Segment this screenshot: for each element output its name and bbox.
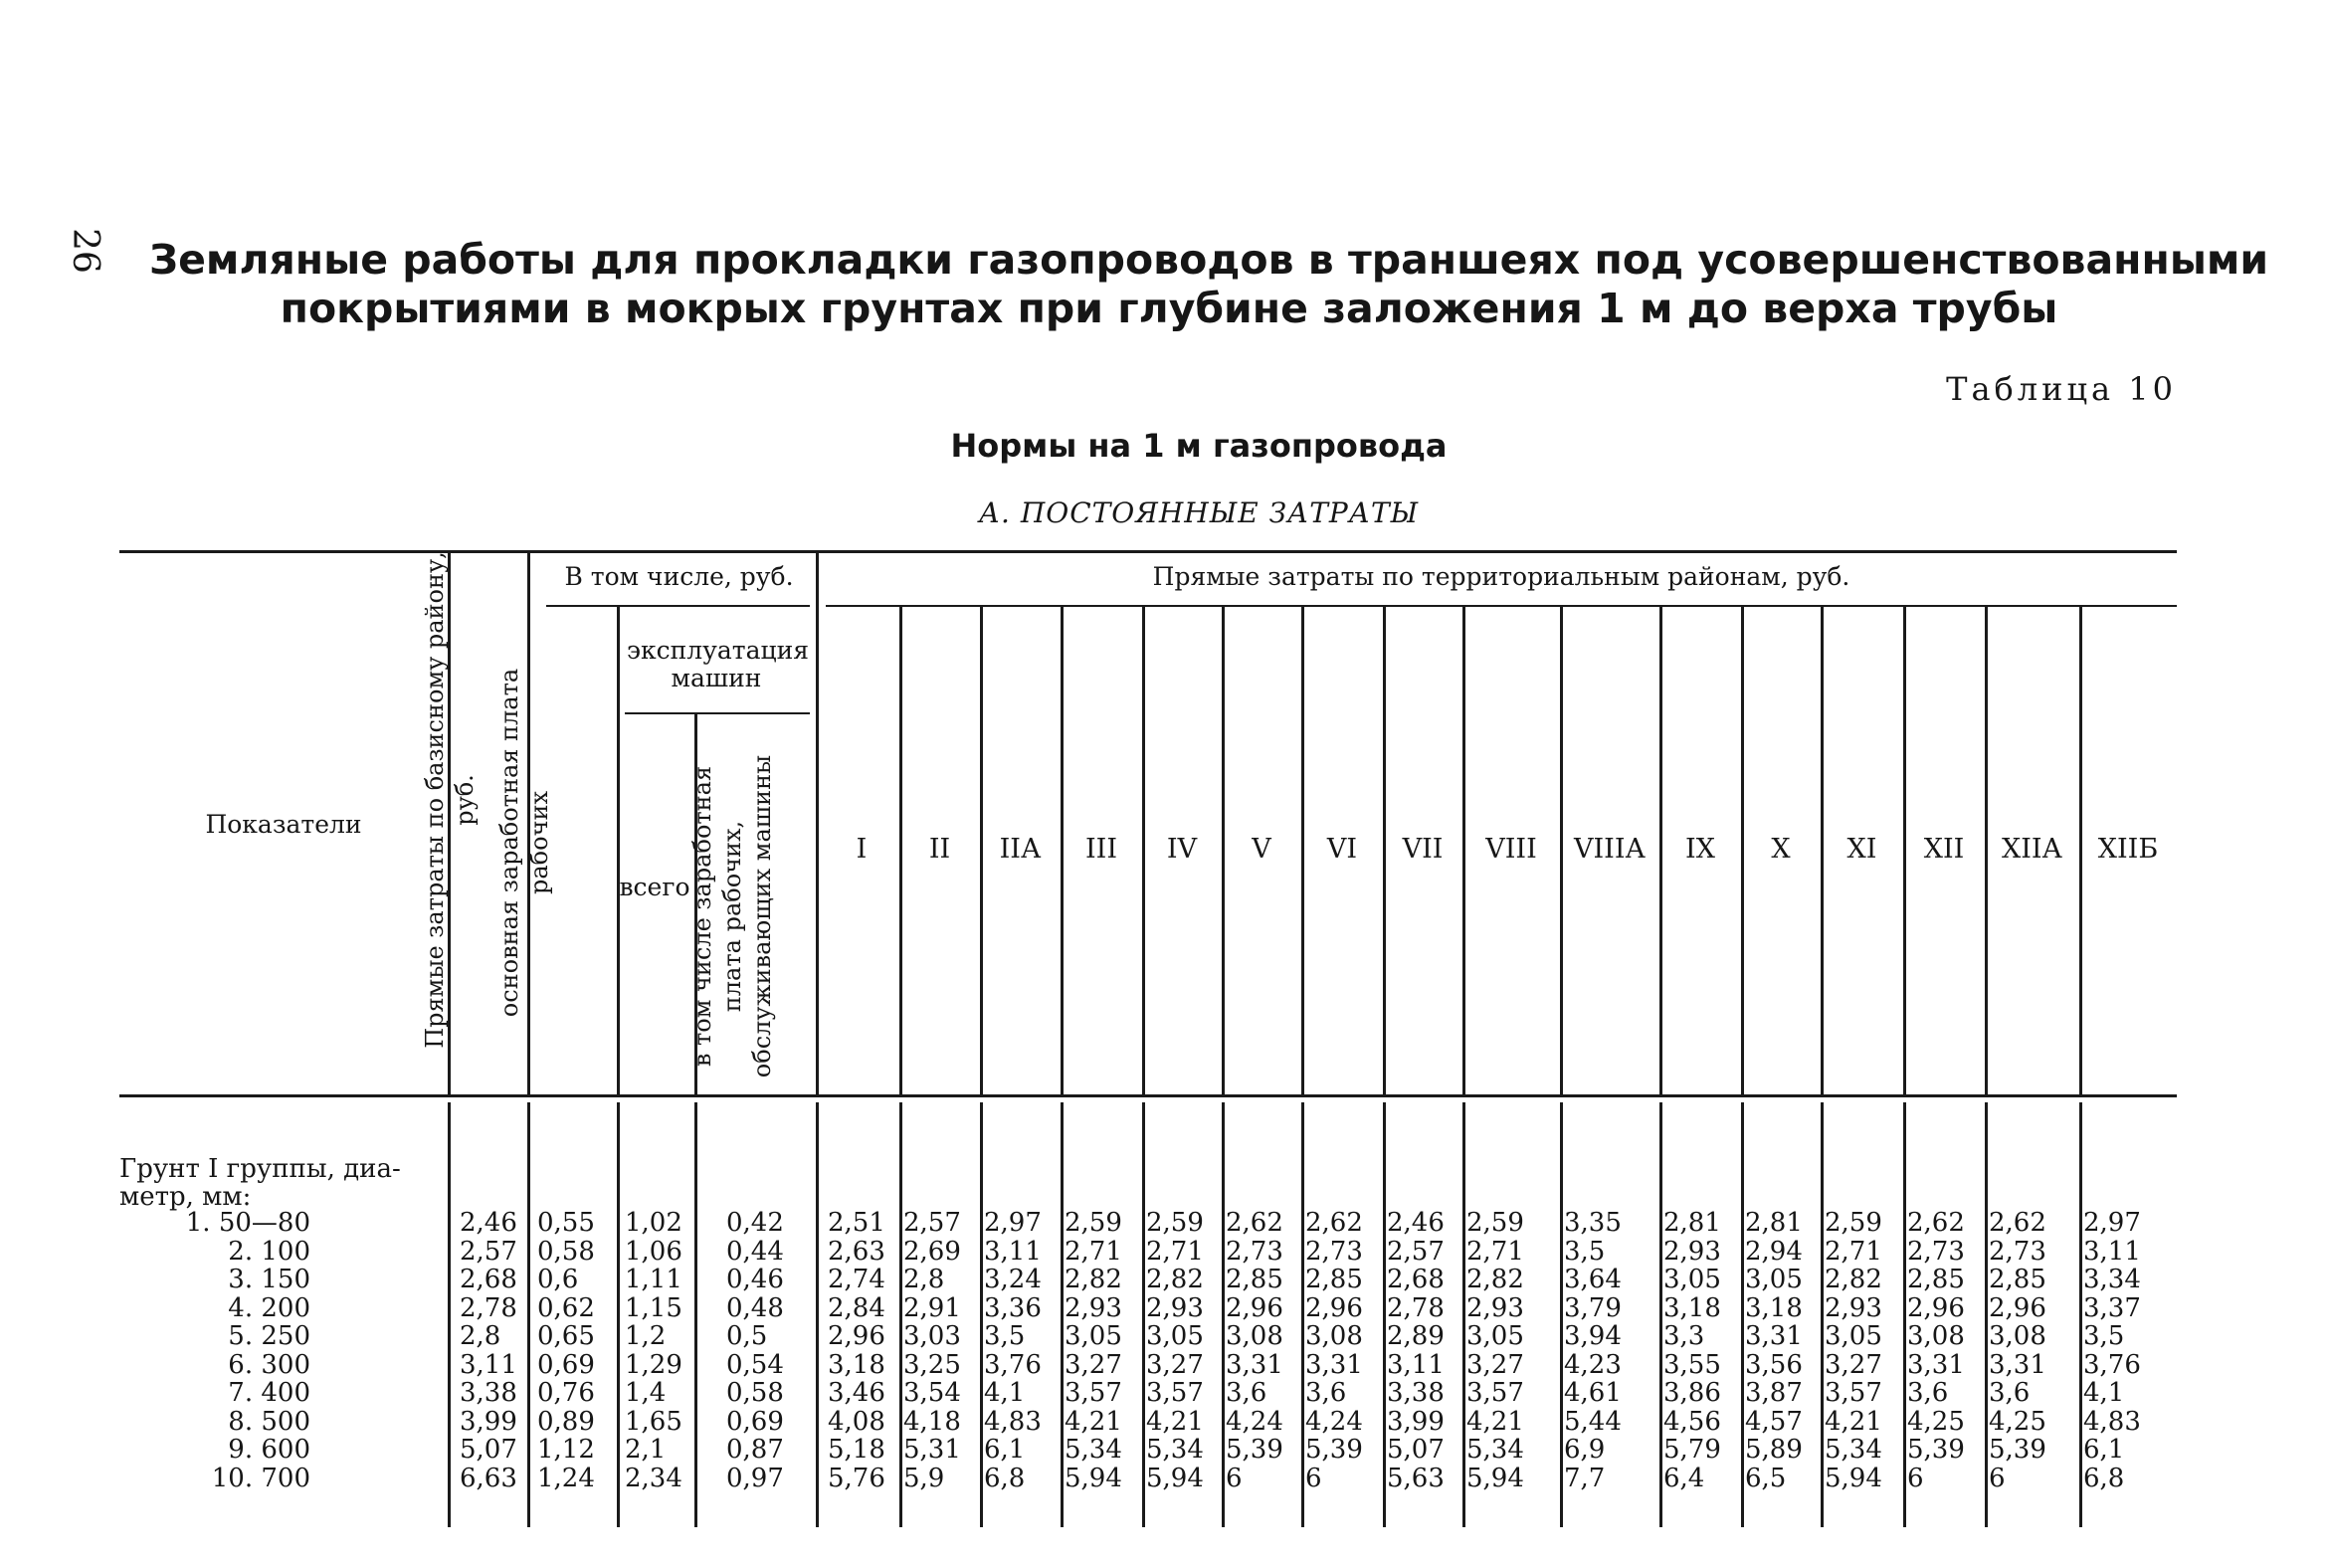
cell-region-cost: 3,64 [1564,1265,1622,1294]
cell-region-cost: 2,59 [1825,1208,1882,1238]
column-rule [1821,1102,1824,1527]
table-header-bottom-rule [119,1094,2177,1097]
cell-region-cost: 3,31 [1226,1349,1283,1380]
cell-region-cost: 6 [1305,1463,1322,1493]
cell-machine-total: 2,34 [625,1463,682,1493]
cell-region-cost: 3,5 [2083,1321,2125,1351]
column-rule [1222,1102,1225,1527]
cell-region-cost: 5,34 [1825,1435,1882,1465]
cell-region-cost: 5,34 [1466,1435,1524,1465]
cell-region-cost: 2,62 [1305,1208,1363,1238]
cell-machine-wage: 0,69 [726,1406,784,1437]
cell-base-wage: 0,65 [537,1321,595,1351]
table-label: Таблица 10 [1946,370,2177,408]
cell-region-cost: 3,79 [1564,1292,1622,1323]
cell-region-cost: 3,87 [1745,1378,1803,1408]
cell-region-cost: 3,76 [984,1349,1042,1380]
cell-base-cost: 2,8 [460,1321,501,1351]
region-header: VIIIА [1574,834,1646,865]
cell-region-cost: 3,05 [1146,1321,1204,1351]
column-rule [2079,1102,2082,1527]
cell-region-cost: 5,39 [1226,1435,1283,1465]
cell-region-cost: 3,36 [984,1292,1042,1323]
cell-region-cost: 2,73 [1226,1236,1283,1267]
region-header: X [1771,834,1791,865]
cell-region-cost: 5,39 [1989,1435,2046,1465]
row-label: 5. 250 [228,1321,310,1351]
cell-region-cost: 6,9 [1564,1435,1606,1465]
header-base-wage: основная заработная плата рабочих [495,668,553,1018]
column-rule [694,1102,697,1527]
cell-region-cost: 5,94 [1466,1463,1524,1493]
region-header: II [928,834,951,865]
cell-region-cost: 3,11 [1387,1349,1445,1380]
cell-region-cost: 3,35 [1564,1208,1622,1238]
cell-region-cost: 3,08 [1907,1321,1965,1351]
cell-base-wage: 0,62 [537,1292,595,1323]
cell-region-cost: 2,96 [828,1321,885,1351]
cell-region-cost: 3,56 [1745,1349,1803,1380]
cell-region-cost: 2,62 [1989,1208,2046,1238]
cell-region-cost: 4,24 [1226,1406,1283,1437]
cell-region-cost: 3,57 [1466,1378,1524,1408]
cell-region-cost: 2,84 [828,1292,885,1323]
cell-region-cost: 2,59 [1065,1208,1122,1238]
cell-region-cost: 2,69 [903,1236,961,1267]
header-regions-title: Прямые затраты по территориальным районам, руб. [1152,562,1850,591]
header-indicators: Показатели [205,810,362,839]
cell-region-cost: 5,89 [1745,1435,1803,1465]
column-rule [448,1102,451,1527]
region-header: XI [1846,834,1877,865]
cell-region-cost: 2,73 [1907,1236,1965,1267]
cell-region-cost: 2,78 [1387,1292,1445,1323]
cell-region-cost: 5,39 [1305,1435,1363,1465]
cell-base-wage: 0,6 [537,1265,579,1294]
cell-region-cost: 2,96 [1907,1292,1965,1323]
cell-region-cost: 3,03 [903,1321,961,1351]
column-rule [1659,1102,1662,1527]
cell-region-cost: 2,82 [1825,1265,1882,1294]
cell-base-wage: 0,58 [537,1236,595,1267]
cell-base-cost: 2,68 [460,1265,517,1294]
column-rule [1741,1102,1744,1527]
cell-machine-total: 1,4 [625,1378,667,1408]
region-header: VI [1326,834,1358,865]
cell-region-cost: 3,08 [1305,1321,1363,1351]
region-header: XII [1923,834,1965,865]
cell-region-cost: 2,85 [1907,1265,1965,1294]
cell-region-cost: 3,76 [2083,1349,2141,1380]
cell-base-wage: 0,55 [537,1208,595,1238]
cell-machine-wage: 0,46 [726,1265,784,1294]
cell-machine-wage: 0,44 [726,1236,784,1267]
cell-region-cost: 5,39 [1907,1435,1965,1465]
column-rule [617,607,620,1094]
cell-region-cost: 2,81 [1745,1208,1803,1238]
cell-region-cost: 2,85 [1226,1265,1283,1294]
cell-base-wage: 1,24 [537,1463,595,1493]
cell-region-cost: 3,31 [1989,1349,2046,1380]
cell-region-cost: 3,38 [1387,1378,1445,1408]
cell-region-cost: 2,96 [1305,1292,1363,1323]
cell-base-wage: 1,12 [537,1435,595,1465]
document-title-line-2: покрытиями в мокрых грунтах при глубине заложения 1 м до верха трубы [280,285,2058,332]
cell-region-cost: 4,25 [1907,1406,1965,1437]
cell-region-cost: 5,9 [903,1463,945,1493]
cell-region-cost: 7,7 [1564,1463,1606,1493]
cell-machine-wage: 0,97 [726,1463,784,1493]
row-label: 10. 700 [211,1463,310,1493]
cell-region-cost: 3,34 [2083,1265,2141,1294]
row-label: 2. 100 [228,1236,310,1267]
cell-region-cost: 5,79 [1663,1435,1721,1465]
column-rule [1061,1102,1064,1527]
cell-region-cost: 6,1 [2083,1435,2125,1465]
cell-region-cost: 3,99 [1387,1406,1445,1437]
cell-region-cost: 3,18 [1745,1292,1803,1323]
cell-machine-wage: 0,87 [726,1435,784,1465]
cell-region-cost: 2,8 [903,1265,945,1294]
cell-region-cost: 4,23 [1564,1349,1622,1380]
cell-region-cost: 2,73 [1305,1236,1363,1267]
cell-base-cost: 5,07 [460,1435,517,1465]
column-rule [1985,1102,1988,1527]
column-rule [980,1102,983,1527]
cell-machine-total: 1,29 [625,1349,682,1380]
cell-region-cost: 3,6 [1907,1378,1949,1408]
cell-region-cost: 4,25 [1989,1406,2046,1437]
cell-region-cost: 2,93 [1466,1292,1524,1323]
cell-base-wage: 0,89 [537,1406,595,1437]
cell-region-cost: 3,31 [1907,1349,1965,1380]
cell-machine-wage: 0,48 [726,1292,784,1323]
cell-region-cost: 2,93 [1663,1236,1721,1267]
cell-machine-total: 1,15 [625,1292,682,1323]
cell-region-cost: 5,76 [828,1463,885,1493]
cell-region-cost: 2,82 [1065,1265,1122,1294]
cell-region-cost: 5,07 [1387,1435,1445,1465]
cell-region-cost: 3,25 [903,1349,961,1380]
cell-region-cost: 4,1 [984,1378,1026,1408]
region-header: XIIА [2001,834,2062,865]
cell-region-cost: 3,05 [1745,1265,1803,1294]
cell-region-cost: 2,93 [1065,1292,1122,1323]
cell-region-cost: 5,94 [1825,1463,1882,1493]
machine-operation-underline [625,712,810,714]
cell-region-cost: 5,31 [903,1435,961,1465]
cell-base-wage: 0,76 [537,1378,595,1408]
cell-region-cost: 3,31 [1305,1349,1363,1380]
cell-region-cost: 4,21 [1825,1406,1882,1437]
row-label: 1. 50—80 [185,1208,310,1238]
region-header: VIII [1485,834,1537,865]
cell-region-cost: 3,24 [984,1265,1042,1294]
cell-base-cost: 2,78 [460,1292,517,1323]
cell-region-cost: 2,74 [828,1265,885,1294]
column-rule [1560,1102,1563,1527]
regions-title-underline [826,605,2177,607]
row-label: 4. 200 [228,1292,310,1323]
cell-region-cost: 4,56 [1663,1406,1721,1437]
cell-base-cost: 3,11 [460,1349,517,1380]
column-rule [1142,1102,1145,1527]
cell-region-cost: 4,1 [2083,1378,2125,1408]
cell-base-cost: 3,38 [460,1378,517,1408]
cell-region-cost: 3,54 [903,1378,961,1408]
cell-machine-total: 1,11 [625,1265,682,1294]
group-label-line-1: Грунт I группы, диа- [119,1154,401,1184]
cell-machine-wage: 0,5 [726,1321,768,1351]
cell-region-cost: 5,34 [1146,1435,1204,1465]
cell-region-cost: 3,6 [1989,1378,2031,1408]
cell-region-cost: 3,57 [1146,1378,1204,1408]
cell-region-cost: 2,73 [1989,1236,2046,1267]
cell-region-cost: 6,4 [1663,1463,1705,1493]
row-label: 8. 500 [228,1406,310,1437]
cell-region-cost: 6,1 [984,1435,1026,1465]
cell-region-cost: 6 [1907,1463,1924,1493]
column-rule [816,1102,819,1527]
cell-region-cost: 2,59 [1466,1208,1524,1238]
cell-region-cost: 5,18 [828,1435,885,1465]
cell-region-cost: 2,82 [1146,1265,1204,1294]
cell-region-cost: 2,96 [1989,1292,2046,1323]
cell-region-cost: 5,44 [1564,1406,1622,1437]
cell-region-cost: 5,63 [1387,1463,1445,1493]
column-rule [1462,1102,1465,1527]
row-label: 6. 300 [228,1349,310,1380]
cell-region-cost: 2,57 [903,1208,961,1238]
cell-machine-total: 1,2 [625,1321,667,1351]
cell-region-cost: 3,37 [2083,1292,2141,1323]
cell-region-cost: 2,85 [1989,1265,2046,1294]
column-rule [1383,1102,1386,1527]
cell-region-cost: 3,55 [1663,1349,1721,1380]
cell-region-cost: 6,5 [1745,1463,1787,1493]
column-rule [617,1102,620,1527]
cell-region-cost: 2,94 [1745,1236,1803,1267]
cell-region-cost: 2,85 [1305,1265,1363,1294]
cell-base-wage: 0,69 [537,1349,595,1380]
cell-region-cost: 3,5 [1564,1236,1606,1267]
cell-region-cost: 3,94 [1564,1321,1622,1351]
cell-region-cost: 2,97 [984,1208,1042,1238]
cell-region-cost: 3,6 [1305,1378,1347,1408]
cell-region-cost: 3,27 [1825,1349,1882,1380]
cell-region-cost: 3,27 [1146,1349,1204,1380]
norms-heading: Нормы на 1 м газопровода [950,427,1448,465]
cell-region-cost: 5,94 [1065,1463,1122,1493]
cell-region-cost: 4,21 [1466,1406,1524,1437]
cell-region-cost: 3,18 [1663,1292,1721,1323]
cell-region-cost: 4,24 [1305,1406,1363,1437]
cell-region-cost: 4,83 [984,1406,1042,1437]
cell-base-cost: 3,99 [460,1406,517,1437]
cell-region-cost: 3,6 [1226,1378,1267,1408]
cell-machine-wage: 0,42 [726,1208,784,1238]
including-underline [546,605,810,607]
region-header: III [1085,834,1117,865]
cell-base-cost: 6,63 [460,1463,517,1493]
cell-region-cost: 2,62 [1907,1208,1965,1238]
header-direct-base: Прямые затраты по базисному району, руб. [421,551,479,1049]
cell-region-cost: 3,11 [2083,1236,2141,1267]
cell-region-cost: 4,83 [2083,1406,2141,1437]
cell-region-cost: 3,05 [1466,1321,1524,1351]
cell-machine-total: 1,06 [625,1236,682,1267]
cell-base-cost: 2,46 [460,1208,517,1238]
cell-region-cost: 3,3 [1663,1321,1705,1351]
cell-region-cost: 4,57 [1745,1406,1803,1437]
cell-region-cost: 4,21 [1146,1406,1204,1437]
cell-region-cost: 2,93 [1146,1292,1204,1323]
cell-region-cost: 3,08 [1226,1321,1283,1351]
cell-region-cost: 3,31 [1745,1321,1803,1351]
cell-region-cost: 2,57 [1387,1236,1445,1267]
cell-region-cost: 3,27 [1065,1349,1122,1380]
column-rule [1301,1102,1304,1527]
section-heading: А. ПОСТОЯННЫЕ ЗАТРАТЫ [978,496,1420,529]
cell-machine-total: 1,02 [625,1208,682,1238]
cell-region-cost: 6 [1989,1463,2006,1493]
group-label-line-2: метр, мм: [119,1182,252,1212]
header-including: В том числе, руб. [564,562,794,591]
cell-region-cost: 3,5 [984,1321,1026,1351]
cell-region-cost: 2,97 [2083,1208,2141,1238]
region-header: XIIБ [2097,834,2159,865]
region-header: VII [1402,834,1444,865]
cell-region-cost: 2,63 [828,1236,885,1267]
cell-region-cost: 2,71 [1065,1236,1122,1267]
cell-region-cost: 5,94 [1146,1463,1204,1493]
cell-region-cost: 3,11 [984,1236,1042,1267]
cell-region-cost: 3,57 [1825,1378,1882,1408]
row-label: 9. 600 [228,1435,310,1465]
cell-region-cost: 3,05 [1825,1321,1882,1351]
header-machine-wage: в том числе заработная плата рабочих, обслуживающих машины [688,754,776,1078]
cell-region-cost: 2,46 [1387,1208,1445,1238]
cell-region-cost: 3,05 [1663,1265,1721,1294]
cell-machine-total: 1,65 [625,1406,682,1437]
column-rule [816,552,819,1094]
header-machine-operation: эксплуатация машин [627,636,810,692]
cell-region-cost: 2,89 [1387,1321,1445,1351]
row-label: 7. 400 [228,1378,310,1408]
region-header: I [856,834,868,865]
cell-region-cost: 2,71 [1825,1236,1882,1267]
column-rule [1903,1102,1906,1527]
cell-region-cost: 2,93 [1825,1292,1882,1323]
cell-region-cost: 4,08 [828,1406,885,1437]
cell-region-cost: 6,8 [2083,1463,2125,1493]
header-total: всего [619,873,690,901]
cell-region-cost: 4,18 [903,1406,961,1437]
cell-region-cost: 2,81 [1663,1208,1721,1238]
cell-region-cost: 5,34 [1065,1435,1122,1465]
row-label: 3. 150 [228,1265,310,1294]
cell-region-cost: 3,18 [828,1349,885,1380]
cell-region-cost: 3,27 [1466,1349,1524,1380]
region-header: IV [1166,834,1198,865]
region-header: IIА [999,834,1042,865]
column-rule [899,1102,902,1527]
cell-region-cost: 2,51 [828,1208,885,1238]
cell-region-cost: 6 [1226,1463,1243,1493]
cell-region-cost: 3,08 [1989,1321,2046,1351]
cell-region-cost: 2,59 [1146,1208,1204,1238]
cell-machine-wage: 0,54 [726,1349,784,1380]
cell-region-cost: 2,91 [903,1292,961,1323]
cell-region-cost: 6,8 [984,1463,1026,1493]
cell-region-cost: 3,86 [1663,1378,1721,1408]
cell-region-cost: 4,61 [1564,1378,1622,1408]
region-header: V [1252,834,1271,865]
document-title-line-1: Земляные работы для прокладки газопроводов в траншеях под усовершенствованными [149,236,2269,284]
cell-region-cost: 2,68 [1387,1265,1445,1294]
page-number: 26 [65,228,105,274]
cell-region-cost: 2,71 [1466,1236,1524,1267]
cell-machine-wage: 0,58 [726,1378,784,1408]
cell-region-cost: 2,62 [1226,1208,1283,1238]
cell-base-cost: 2,57 [460,1236,517,1267]
cell-region-cost: 4,21 [1065,1406,1122,1437]
cell-region-cost: 2,71 [1146,1236,1204,1267]
cell-region-cost: 3,46 [828,1378,885,1408]
cell-region-cost: 3,05 [1065,1321,1122,1351]
cell-region-cost: 3,57 [1065,1378,1122,1408]
cell-region-cost: 2,82 [1466,1265,1524,1294]
cell-machine-total: 2,1 [625,1435,667,1465]
cell-region-cost: 2,96 [1226,1292,1283,1323]
region-header: IX [1685,834,1715,865]
